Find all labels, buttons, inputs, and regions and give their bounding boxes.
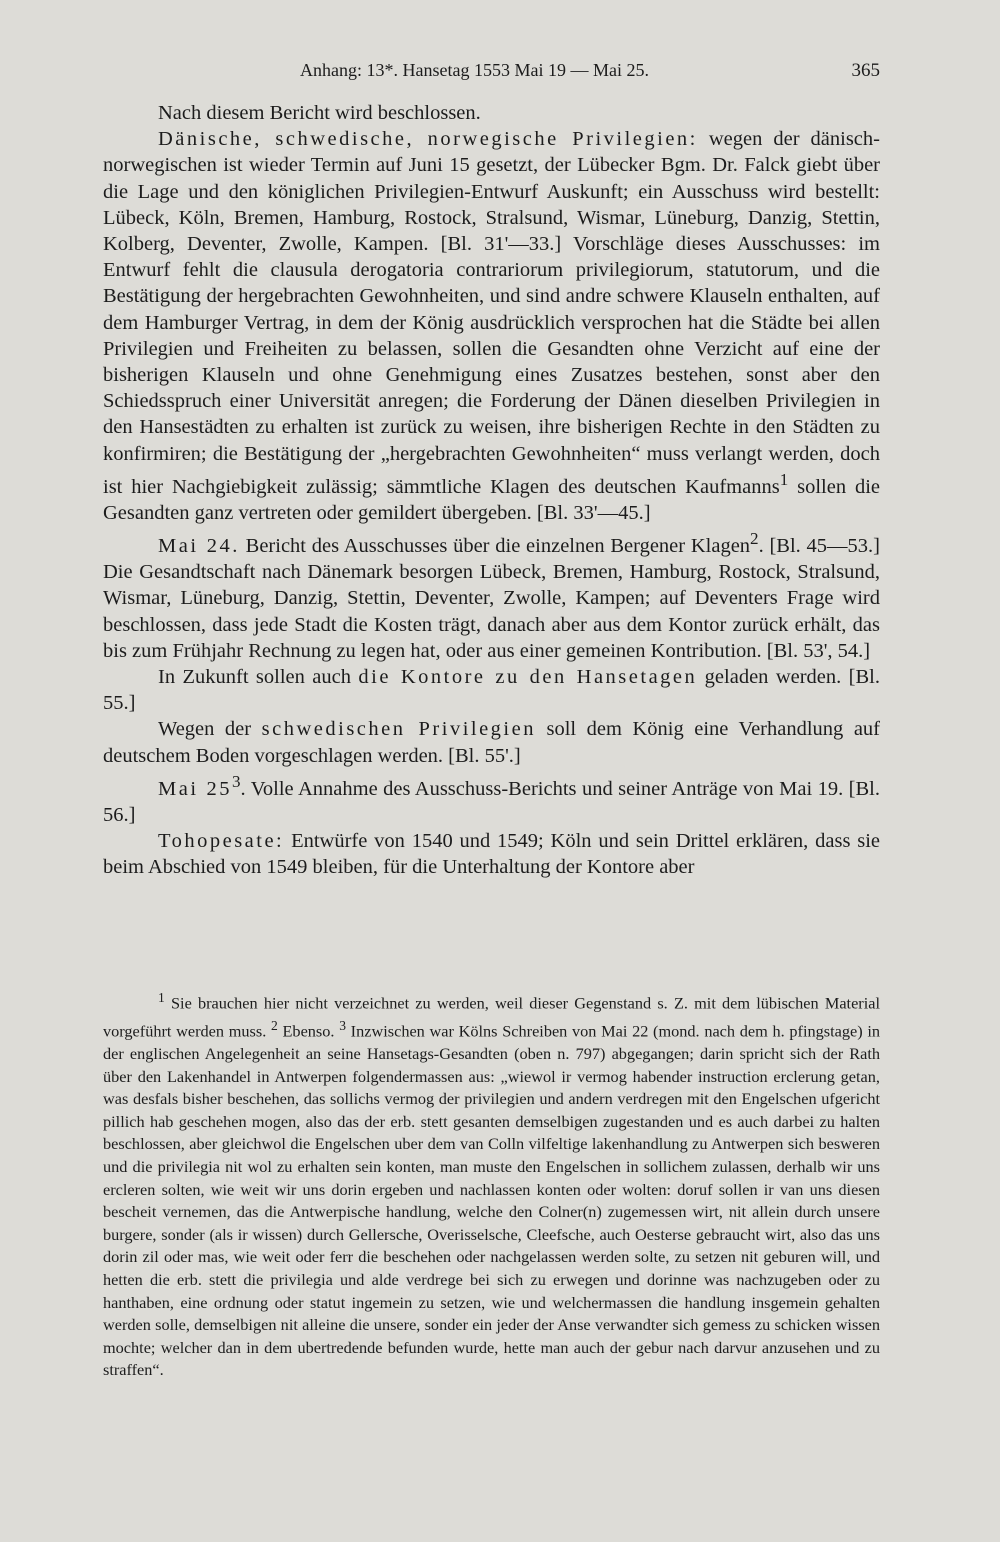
paragraph-text: sollen die Gesandten ganz vertreten oder gemildert übergeben. [Bl. 33'—45.] (103, 475, 880, 524)
running-title: Anhang: 13*. Hansetag 1553 Mai 19 — Mai 25. (300, 60, 649, 80)
spaced-heading: Dänische, schwedische, norwegische Privilegien: (158, 128, 698, 151)
paragraph-decision (103, 100, 880, 126)
paragraph-text: Bericht des Ausschusses über die einzelnen Bergener Klagen (239, 534, 751, 557)
paragraph-may-24 (103, 526, 880, 664)
spaced-date: Mai 24. (158, 534, 240, 557)
paragraph-swedish (103, 716, 880, 768)
footnote-number: 1 (158, 990, 165, 1005)
spaced-heading: Tohopesate: (158, 829, 285, 852)
footnotes (103, 987, 880, 1382)
body-text (103, 100, 880, 880)
paragraph-text: Nach diesem Bericht wird beschlossen. (158, 102, 481, 124)
footnote-paragraph (103, 987, 880, 1382)
page-number: 365 (851, 60, 880, 81)
paragraph-text: Entwürfe von 1540 und 1549; Köln und sein Drittel erklären, dass sie beim Abschied von 1549 bleiben, für die Unterhaltung der Kontore aber (103, 829, 880, 879)
footnote-ref: 1 (779, 469, 789, 489)
paragraph-text: wegen der dänisch-norwegischen ist wieder Termin auf Juni 15 gesetzt, der Lübecker Bgm. Dr. Falck giebt über die Lage und den königlichen Privilegien-Entwurf Auskunft; ein Ausschuss wird bestellt: Lübeck, Köln, Bremen, Hamburg, Rostock, Stralsund, Wismar, Lüneburg, Danzig, Stettin, Kolberg, Deventer, Zwolle, Kampen. [Bl. 31'—33.] Vorschläge dieses Ausschusses: im Entwurf fehlt die clausula derogatoria contrariorum privilegiorum, statutorum, und die Bestätigung der hergebrachten Gewohnheiten, und sind andre schwere Klauseln enthalten, auf dem Hamburger Vertrag, in dem der König ausdrücklich versprochen hat die Städte bei allen Privilegien und Freiheiten zu belassen, sollen die Gesandten ohne Verzicht auf eine der bisherigen Klauseln und ohne Genehmigung eines Zusatzes bestehen, sonst aber den Schiedsspruch einer Universität anregen; die Forderung der Dänen dieselben Privilegien in den Hansestädten zu erhalten ist zurück zu weisen, ihre bisherigen Rechte in den Städten zu konfirmiren; die Bestätigung der „hergebrachten Gewohnheiten“ muss verlangt werden, doch ist hier Nachgiebigkeit zulässig; sämmtliche Klagen des deutschen Kaufmanns (103, 128, 880, 498)
footnote-text: Inzwischen war Kölns Schreiben von Mai 22 (mond. nach dem h. pfingstage) in der englischen Angelegenheit an seine Hansetags-Gesandten (oben n. 797) abgegangen; darin spricht sich der Rath über den Lakenhandel in Antwerpen folgendermassen aus: „wiewol ir vermog habender instruction erclerung getan, was desfals bisher beschehen, das sollichs vermog der privilegien und andern verdregen mit den Engelschen ufgericht pillich hab geschehen mogen, also das der erb. stett gesanten demselbigen zugestanden und es auch darbei zu halten beschlossen, aber gleichwol die Engelschen uber dem van Colln vilfeltige lakenhandlung zu Antwerpen sich besweren und die privilegia nit wol zu erhalten sein konten, man muste den Engelschen in sollichem zulassen, derhalb wir uns ercleren solten, wie weit wir uns dorin ergeben und nachlassen konten oder wolten: doruf sollen ir van uns diesen bescheit vernemen, das die Antwerpische handlung, welche den Colner(n) zugemessen wirt, nit allein durch unsere burgere, sonder (als ir wissen) durch Gellersche, Overisselsche, Cleefsche, auch Oesterse gebraucht wirt, also das uns dorin zil oder mas, wie weit oder ferr die beschehen oder nachgelassen werden solte, zu setzen nit geburen will, und hetten die erb. stett die privilegia und alde verdrege bei sich zu erwegen und dorinne was nachzugeben oder zu hanthaben, eine ordnung oder statut ingemein zu setzen, wie und welchermassen die handlung insgemein gehalten werden solle, demselbigen nit alleine die unsere, sonder ein jeder der Anse verwandter sich gemess zu schicken wissen mochte; welcher dan in dem ubertredende befunden wurde, hette man auch der gebur nach darvur anzusehen und zu straffen“. (103, 1021, 880, 1380)
paragraph-privileges (103, 126, 880, 526)
paragraph-text: In Zukunft sollen auch (158, 665, 359, 688)
paragraph-text: Wegen der (158, 718, 262, 741)
running-head (300, 60, 880, 86)
paragraph-text: . Volle Annahme des Ausschuss-Berichts und seiner Anträge von Mai 19. [Bl. 56.] (103, 777, 880, 826)
paragraph-text: soll dem König eine Verhandlung auf deutschem Boden vorgeschlagen werden. [Bl. 55'.] (103, 718, 880, 767)
footnote-ref: 2 (750, 529, 759, 549)
footnote-ref: 3 (231, 771, 241, 791)
footnote-number: 2 (270, 1018, 278, 1034)
spaced-date: Mai 25 (158, 777, 232, 800)
footnote-text: Ebenso. (277, 1021, 340, 1041)
paragraph-tohopesate (103, 828, 880, 880)
spaced-phrase: die Kontore zu den Hansetagen (358, 665, 698, 688)
paragraph-may-25 (103, 769, 880, 828)
spaced-phrase: schwedischen Privilegien (261, 718, 536, 741)
paragraph-text: . [Bl. 45—53.] Die Gesandtschaft nach Dänemark besorgen Lübeck, Bremen, Hamburg, Rostock, Stralsund, Wismar, Lüneburg, Danzig, Stettin, Deventer, Zwolle, Kampen; auf Deventers Frage wird beschlossen, dass jede Stadt die Kosten trägt, danach aber aus dem Kontor zurück erhält, das bis zum Frühjahr Rechnung zu legen hat, oder aus einer gemeinen Kontribution. [Bl. 53', 54.] (103, 534, 880, 662)
paragraph-text: geladen werden. [Bl. 55.] (103, 665, 880, 715)
footnote-number: 3 (339, 1018, 346, 1034)
paragraph-kontore (103, 664, 880, 716)
footnote-text: Sie brauchen hier nicht verzeichnet zu werden, weil dieser Gegenstand s. Z. mit dem lübischen Material vorgeführt werden muss. (103, 993, 880, 1041)
